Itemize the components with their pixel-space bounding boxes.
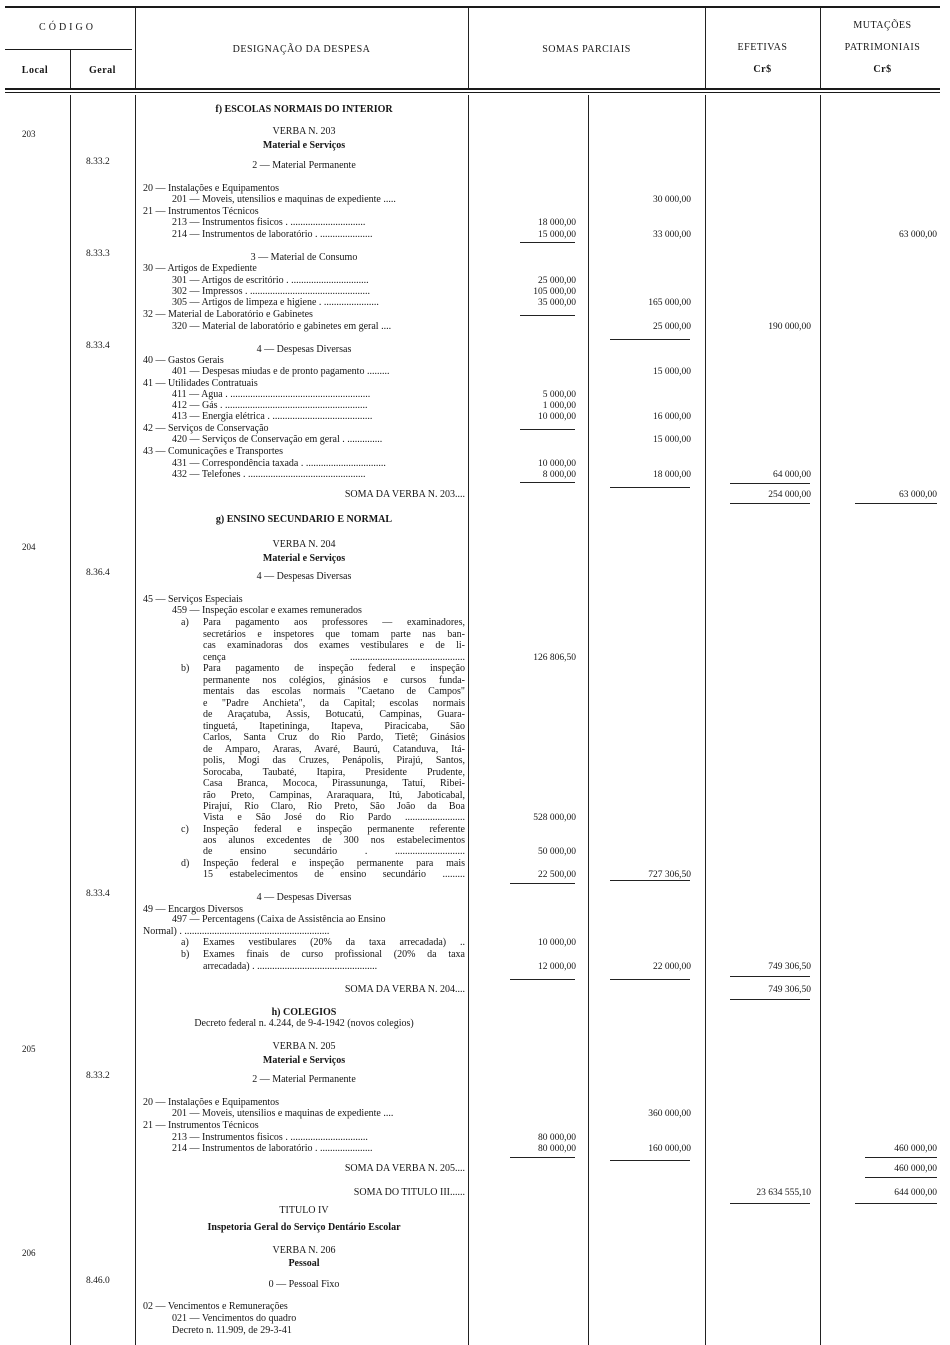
designation-line: 4 — Despesas Diversas — [256, 892, 352, 903]
item-letter: c) — [181, 824, 189, 835]
designation-line: Pessoal — [288, 1258, 320, 1269]
item-letter: b) — [181, 949, 190, 960]
header-geral: Geral — [89, 65, 116, 76]
designation-line: 21 — Instrumentos Técnicos — [143, 206, 259, 217]
efetivas-value: 749 306,50 — [768, 985, 811, 995]
sum-rule — [510, 979, 575, 980]
soma-parcial-1: 10 000,00 — [538, 459, 576, 469]
designation-line: 214 — Instrumentos de laboratório . ..................... — [172, 229, 373, 240]
designation-line: 20 — Instalações e Equipamentos — [143, 183, 280, 194]
sum-rule — [520, 315, 575, 316]
designation-line: 411 — Agua . ........................................................ — [172, 389, 371, 400]
designation-line: Sorocaba, Taubaté, Itapira, Presidente Prudente, — [203, 767, 465, 778]
designation-line: Decreto n. 11.909, de 29-3-41 — [172, 1325, 292, 1336]
sum-rule — [730, 999, 810, 1000]
soma-parcial-1: 5 000,00 — [542, 390, 576, 400]
designation-line: de ensino secundário . ............................ — [203, 846, 465, 857]
soma-parcial-2: 15 000,00 — [653, 367, 691, 377]
designation-line: 21 — Instrumentos Técnicos — [143, 1120, 259, 1131]
efetivas-value: 749 306,50 — [768, 962, 811, 972]
sum-rule — [510, 1157, 575, 1158]
top-rule — [5, 6, 940, 8]
mutacoes-value: 460 000,00 — [894, 1144, 937, 1154]
designation-line: 02 — Vencimentos e Remunerações — [143, 1301, 288, 1312]
soma-parcial-2: 16 000,00 — [653, 412, 691, 422]
sum-rule — [610, 339, 690, 340]
soma-parcial-1: 35 000,00 — [538, 298, 576, 308]
designation-line: Normal) . .......................................................... — [143, 926, 330, 937]
efetivas-value: 64 000,00 — [773, 470, 811, 480]
designation-line: 401 — Despesas miudas e de pronto pagamento ......... — [172, 366, 390, 377]
soma-parcial-2: 18 000,00 — [653, 470, 691, 480]
soma-parcial-1: 50 000,00 — [538, 847, 576, 857]
designation-line: 459 — Inspeção escolar e exames remunerados — [172, 605, 362, 616]
sum-rule — [730, 1203, 810, 1204]
soma-parcial-1: 1 000,00 — [542, 401, 576, 411]
designation-line: 431 — Correspondência taxada . ................................ — [172, 458, 386, 469]
designation-line: 43 — Comunicações e Transportes — [143, 446, 283, 457]
soma-parcial-1: 10 000,00 — [538, 412, 576, 422]
codigo-geral: 8.33.4 — [86, 341, 110, 351]
designation-line: 305 — Artigos de limpeza e higiene . ...................... — [172, 297, 379, 308]
soma-parcial-1: 80 000,00 — [538, 1144, 576, 1154]
sum-rule — [865, 1177, 937, 1178]
designation-line: permanente nos colégios, ginásios e cursos funda- — [203, 675, 465, 686]
sum-rule — [510, 883, 575, 884]
designation-line: Carlos, Santa Cruz do Rio Pardo, Tietê; Ginásios — [203, 732, 465, 743]
designation-line: Inspeção federal e inspeção permanente para mais — [203, 858, 465, 869]
designation-line: h) COLEGIOS — [271, 1007, 337, 1018]
soma-parcial-1: 18 000,00 — [538, 218, 576, 228]
efetivas-value: 23 634 555,10 — [756, 1188, 811, 1198]
soma-parcial-2: 22 000,00 — [653, 962, 691, 972]
mutacoes-value: 63 000,00 — [899, 230, 937, 240]
designation-line: SOMA DA VERBA N. 205.... — [344, 1163, 465, 1174]
sum-rule — [520, 429, 575, 430]
item-letter: d) — [181, 858, 190, 869]
header-efetivas-unit: Cr$ — [753, 64, 772, 75]
soma-parcial-2: 33 000,00 — [653, 230, 691, 240]
soma-parcial-1: 80 000,00 — [538, 1133, 576, 1143]
designation-line: 2 — Material Permanente — [252, 1074, 356, 1085]
designation-line: 201 — Moveis, utensilios e maquinas de expediente .... — [172, 1108, 394, 1119]
designation-line: arrecadada) . ................................................ — [203, 961, 378, 972]
designation-line: Exames vestibulares (20% da taxa arrecadada) .. — [203, 937, 465, 948]
designation-line: 413 — Energia elétrica . ........................................ — [172, 411, 373, 422]
designation-line: 49 — Encargos Diversos — [143, 904, 244, 915]
sum-rule — [730, 483, 810, 484]
sum-rule — [610, 880, 690, 881]
designation-line: 213 — Instrumentos fisicos . .............................. — [172, 217, 366, 228]
designation-line: VERBA N. 204 — [272, 539, 336, 550]
designation-line: SOMA DA VERBA N. 204.... — [344, 984, 465, 995]
item-letter: b) — [181, 663, 190, 674]
header-mutacoes-unit: Cr$ — [873, 64, 892, 75]
designation-line: aos alunos excedentes de 300 nos estabelecimentos — [203, 835, 465, 846]
sum-rule — [610, 1160, 690, 1161]
header-mutacoes: MUTAÇÕES — [853, 20, 912, 31]
designation-line: 32 — Material de Laboratório e Gabinetes — [143, 309, 313, 320]
designation-line: tinguetá, Itapetininga, Itapeva, Piracicaba, São — [203, 721, 465, 732]
designation-line: TITULO IV — [279, 1205, 329, 1216]
col-divider — [820, 95, 821, 1345]
soma-parcial-2: 360 000,00 — [648, 1109, 691, 1119]
designation-line: rão Preto, Campinas, Araraquara, Itú, Jaboticabal, — [203, 790, 465, 801]
designation-line: VERBA N. 205 — [272, 1041, 336, 1052]
sum-rule — [610, 487, 690, 488]
soma-parcial-2: 160 000,00 — [648, 1144, 691, 1154]
designation-line: 320 — Material de laboratório e gabinetes em geral .... — [172, 321, 392, 332]
col-divider — [588, 95, 589, 1345]
soma-parcial-2: 165 000,00 — [648, 298, 691, 308]
soma-parcial-2: 727 306,50 — [648, 870, 691, 880]
designation-line: 30 — Artigos de Expediente — [143, 263, 257, 274]
mutacoes-value: 644 000,00 — [894, 1188, 937, 1198]
item-letter: a) — [181, 617, 189, 628]
designation-line: 201 — Moveis, utensilios e maquinas de expediente ..... — [172, 194, 396, 205]
designation-line: 420 — Serviços de Conservação em geral . .............. — [172, 434, 383, 445]
designation-line: Material e Serviços — [262, 1055, 346, 1066]
designation-line: Inspeção federal e inspeção permanente referente — [203, 824, 465, 835]
codigo-divider — [5, 49, 132, 50]
codigo-geral: 8.33.3 — [86, 249, 110, 259]
header-somas-parciais: SOMAS PARCIAIS — [542, 44, 631, 55]
designation-line: Material e Serviços — [262, 553, 346, 564]
designation-line: Exames finais de curso profissional (20% da taxa — [203, 949, 465, 960]
designation-line: f) ESCOLAS NORMAIS DO INTERIOR — [215, 104, 393, 115]
designation-line: 497 — Percentagens (Caixa de Assistência ao Ensino — [172, 914, 386, 925]
designation-line: mentais das escolas normais "Caetano de Campos" — [203, 686, 465, 697]
designation-line: 20 — Instalações e Equipamentos — [143, 1097, 280, 1108]
designation-line: g) ENSINO SECUNDARIO E NORMAL — [215, 514, 393, 525]
designation-line: 021 — Vencimentos do quadro — [172, 1313, 297, 1324]
designation-line: 214 — Instrumentos de laboratório . ..................... — [172, 1143, 373, 1154]
col-divider — [705, 95, 706, 1345]
codigo-geral: 8.33.4 — [86, 889, 110, 899]
mutacoes-value: 460 000,00 — [894, 1164, 937, 1174]
soma-parcial-2: 15 000,00 — [653, 435, 691, 445]
sum-rule — [855, 503, 937, 504]
designation-line: de Amparo, Araras, Avaré, Baurú, Catanduva, Itá- — [203, 744, 465, 755]
designation-line: 3 — Material de Consumo — [250, 252, 358, 263]
designation-line: Vista e São José do Rio Pardo ........................ — [203, 812, 465, 823]
mutacoes-value: 63 000,00 — [899, 490, 937, 500]
sum-rule — [520, 482, 575, 483]
designation-line: 432 — Telefones . ............................................... — [172, 469, 366, 480]
designation-line: Pirajuí, Rio Claro, Rio Preto, São João da Boa — [203, 801, 465, 812]
sum-rule — [730, 503, 810, 504]
soma-parcial-1: 8 000,00 — [542, 470, 576, 480]
designation-line: Decreto federal n. 4.244, de 9-4-1942 (novos colegios) — [194, 1018, 414, 1029]
designation-line: 42 — Serviços de Conservação — [143, 423, 269, 434]
soma-parcial-2: 25 000,00 — [653, 322, 691, 332]
soma-parcial-1: 105 000,00 — [533, 287, 576, 297]
codigo-local: 204 — [22, 542, 36, 552]
designation-line: VERBA N. 203 — [272, 126, 336, 137]
codigo-geral: 8.36.4 — [86, 568, 110, 578]
sum-rule — [855, 1203, 937, 1204]
designation-line: 213 — Instrumentos fisicos . ............................... — [172, 1132, 368, 1143]
designation-line: 302 — Impressos . ................................................ — [172, 286, 371, 297]
soma-parcial-1: 12 000,00 — [538, 962, 576, 972]
designation-line: 45 — Serviços Especiais — [143, 594, 243, 605]
designation-line: 41 — Utilidades Contratuais — [143, 378, 258, 389]
designation-line: SOMA DO TITULO III...... — [353, 1187, 465, 1198]
soma-parcial-1: 25 000,00 — [538, 276, 576, 286]
codigo-local: 206 — [22, 1248, 36, 1258]
col-divider — [135, 95, 136, 1345]
sum-rule — [865, 1157, 937, 1158]
designation-line: de Araçatuba, Assis, Botucatú, Campinas, Guara- — [203, 709, 465, 720]
soma-parcial-2: 30 000,00 — [653, 195, 691, 205]
soma-parcial-1: 528 000,00 — [533, 813, 576, 823]
designation-line: 15 estabelecimentos de ensino secundário ......... — [203, 869, 465, 880]
designation-line: 4 — Despesas Diversas — [256, 344, 352, 355]
designation-line: Para pagamento aos professores — examinadores, — [203, 617, 465, 628]
soma-parcial-1: 10 000,00 — [538, 938, 576, 948]
designation-line: polis, Mogi das Cruzes, Penápolis, Pirajú, Santos, — [203, 755, 465, 766]
designation-line: 4 — Despesas Diversas — [256, 571, 352, 582]
header-rule-2 — [5, 92, 940, 93]
header-efetivas: EFETIVAS — [737, 42, 788, 53]
item-letter: a) — [181, 937, 189, 948]
sum-rule — [520, 242, 575, 243]
header-local: Local — [21, 65, 49, 76]
designation-line: 0 — Pessoal Fixo — [268, 1279, 340, 1290]
sum-rule — [730, 976, 810, 977]
codigo-geral: 8.46.0 — [86, 1276, 110, 1286]
designation-line: 301 — Artigos de escritório . ............................... — [172, 275, 369, 286]
soma-parcial-1: 126 806,50 — [533, 653, 576, 663]
efetivas-value: 254 000,00 — [768, 490, 811, 500]
header-patrimoniais: PATRIMONIAIS — [844, 42, 921, 53]
codigo-local: 205 — [22, 1044, 36, 1054]
designation-line: cas examinadoras dos exames vestibulares e de li- — [203, 640, 465, 651]
designation-line: 412 — Gás . ......................................................... — [172, 400, 368, 411]
col-divider — [70, 95, 71, 1345]
designation-line: Casa Branca, Mococa, Pirassununga, Tatuí, Ribei- — [203, 778, 465, 789]
designation-line: Inspetoria Geral do Serviço Dentário Escolar — [207, 1222, 401, 1233]
designation-line: Para pagamento de inspeção federal e inspeção — [203, 663, 465, 674]
designation-line: Material e Serviços — [262, 140, 346, 151]
efetivas-value: 190 000,00 — [768, 322, 811, 332]
designation-line: cença .............................................. — [203, 652, 465, 663]
sum-rule — [610, 979, 690, 980]
header-rule — [5, 88, 940, 90]
designation-line: 2 — Material Permanente — [252, 160, 356, 171]
soma-parcial-1: 22 500,00 — [538, 870, 576, 880]
soma-parcial-1: 15 000,00 — [538, 230, 576, 240]
col-divider — [468, 95, 469, 1345]
codigo-geral: 8.33.2 — [86, 157, 110, 167]
designation-line: VERBA N. 206 — [272, 1245, 336, 1256]
codigo-local: 203 — [22, 129, 36, 139]
codigo-geral: 8.33.2 — [86, 1071, 110, 1081]
header-codigo: CÓDIGO — [39, 22, 96, 33]
header-designacao: DESIGNAÇÃO DA DESPESA — [232, 44, 371, 55]
designation-line: 40 — Gastos Gerais — [143, 355, 224, 366]
designation-line: secretários e inspetores que tomam parte nas ban- — [203, 629, 465, 640]
designation-line: SOMA DA VERBA N. 203.... — [344, 489, 465, 500]
designation-line: e "Padre Anchieta", da Capital; escolas normais — [203, 698, 465, 709]
